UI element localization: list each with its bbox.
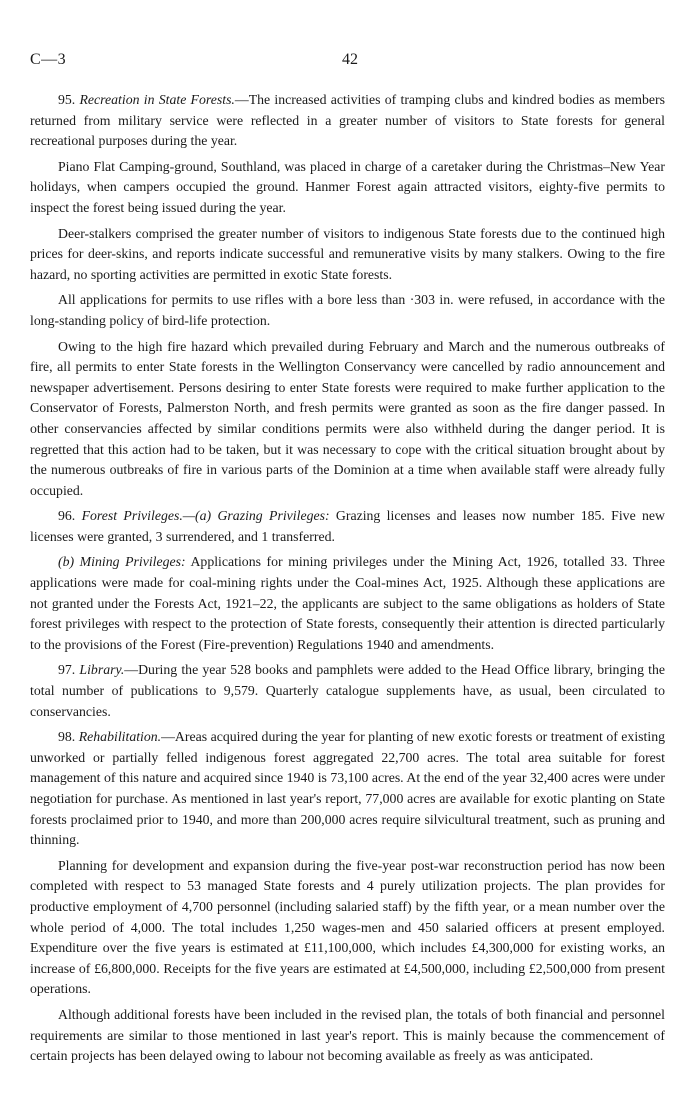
section-heading: Rehabilitation. (78, 729, 162, 745)
paragraph (30, 290, 665, 331)
paragraph-text: Areas acquired during the year for planting of new exotic forests or treatment of existing unworked or partially felled indigenous forest aggregated 22,700 acres. The total area suitable for forest management of this nature and acquired since 1940 is 73,100 acres. At the end of the year 32,400 acres were under negotiation for purchase. As mentioned in last year's report, 77,000 acres are available for exotic planting on State forests proclaimed prior to 1940, and more than 200,000 acres require silvicultural treatment, such as pruning and thinning. (30, 729, 665, 848)
section-number: 98. (58, 729, 76, 745)
paragraph (30, 856, 665, 1000)
paragraph-text: Planning for development and expansion during the five-year post-war reconstruction period has now been completed with respect to 53 managed State forests and 4 purely utilization projects. The plan provides for productive employment of 4,700 personnel (including salaried staff) by the fifth year, or a mean number over the whole period of 4,000. The total includes 1,250 wages-men and 450 salaried officers at present employed. Expenditure over the five years is estimated at £11,100,000, which includes £4,300,000 for existing works, an increase of £6,800,000. Receipts for the five years are estimated at £4,500,000, including £2,500,000 from present operations. (30, 857, 665, 997)
paragraph-text: Owing to the high fire hazard which prevailed during February and March and the numerous outbreaks of fire, all permits to enter State forests in the Wellington Conservancy were cancelled by radio announcement and newspaper advertisement. Persons desiring to enter State forests were required to make further application to the Conservator of Forests, Palmerston North, and fresh permits were granted as soon as the fire danger passed. In other conservancies affected by similar conditions permits were also withheld during the danger period. It is regretted that this action had to be taken, but it was necessary to cope with the critical situation brought about by the numerous outbreaks of fire in various parts of the Dominion at a time when available staff were already fully occupied. (30, 338, 665, 498)
section-heading: (b) Mining Privileges: (58, 554, 186, 570)
paragraph (30, 1005, 665, 1067)
paragraph-text: Deer-stalkers comprised the greater number of visitors to indigenous State forests due to the continued high prices for deer-skins, and reports indicate successful and remunerative visits by many stalkers. Owing to the fire hazard, no sporting activities are permitted in exotic State forests. (30, 225, 665, 282)
paragraph (30, 552, 665, 655)
paragraph-text: Grazing licenses and leases now number 185. Five new licenses were granted, 3 surrendered, and 1 transferred. (30, 508, 666, 544)
paragraph (30, 157, 665, 219)
paragraph (30, 660, 665, 722)
page-number: 42 (342, 51, 358, 68)
paragraph-text: The increased activities of tramping clubs and kindred bodies as members returned from military service were reflected in a greater number of visitors to State forests for general recreational purposes during the year. (30, 92, 666, 149)
paragraph-text: Applications for mining privileges under the Mining Act, 1926, totalled 33. Three applications were made for coal-mining rights under the Coal-mines Act, 1925. Although these applications are not granted under the Forests Act, 1921–22, the applicants are subject to the same obligations as holders of State forest privileges with respect to the protection of State forests, consequently their attention is directed particularly to the provisions of the Forest (Fire-prevention) Regulations 1940 and amendments. (30, 554, 665, 652)
section-heading: Library. (79, 662, 125, 678)
paragraph (30, 727, 665, 851)
paragraph (30, 506, 665, 547)
paragraph (30, 224, 665, 286)
section-number: 97. (58, 662, 76, 678)
page-header (30, 50, 670, 74)
paragraph-text: Piano Flat Camping-ground, Southland, was placed in charge of a caretaker during the Christmas–New Year holidays, when campers occupied the ground. Hanmer Forest again attracted visitors, eighty-five permits to inspect the forest being issued during the year. (30, 158, 665, 215)
page-body (30, 90, 665, 1072)
paragraph (30, 337, 665, 502)
section-heading: Forest Privileges.—(a) Grazing Privileges: (81, 508, 330, 524)
paragraph-text: Although additional forests have been included in the revised plan, the totals of both financial and personnel requirements are similar to those mentioned in last year's report. This is mainly because the commencement of certain projects has been delayed owing to labour not becoming available as freely as was anticipated. (30, 1006, 665, 1064)
paragraph-text: All applications for permits to use rifles with a bore less than ·303 in. were refused, in accordance with the long-standing policy of bird-life protection. (30, 292, 665, 328)
section-number: 95. (58, 92, 76, 107)
paragraph (30, 90, 665, 152)
heading-separator: — (234, 92, 249, 107)
document-code: C—3 (30, 51, 67, 68)
paragraph-text: During the year 528 books and pamphlets were added to the Head Office library, bringing the total number of publications to 9,579. Quarterly catalogue supplements have, as usual, been circulated to conservancies. (30, 662, 665, 719)
section-number: 96. (58, 508, 76, 524)
heading-separator: — (161, 729, 175, 745)
section-heading: Recreation in State Forests. (79, 92, 235, 107)
heading-separator: — (124, 662, 139, 678)
